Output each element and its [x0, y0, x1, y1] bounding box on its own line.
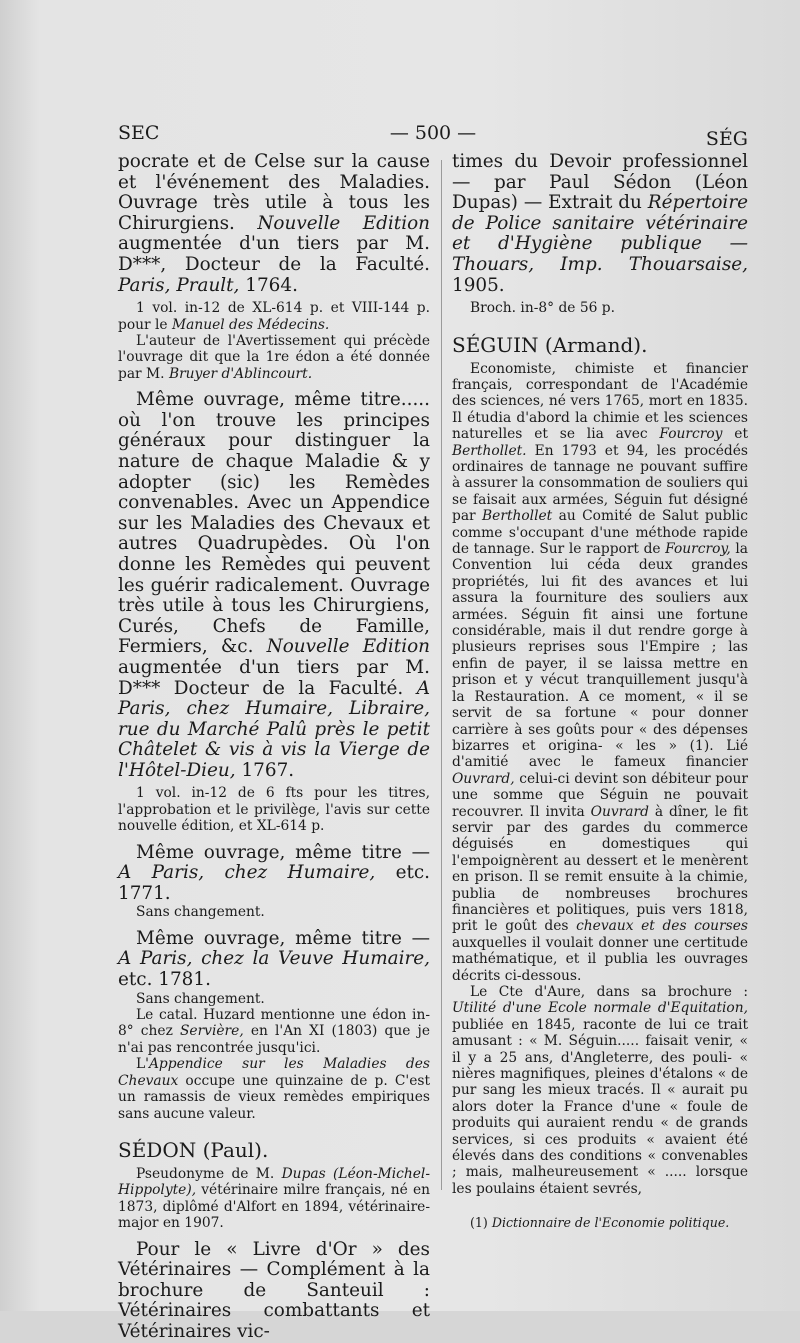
right-column — [452, 152, 748, 1231]
note: 1 vol. in-12 de 6 fts pour les titres, l'approbation et le privilège, l'avis sur cette nouvelle édition, et XL-614 p. — [118, 785, 430, 835]
paragraph: Economiste, chimiste et financier français, correspondant de l'Académie des sciences, né vers 1765, mort en 1835. Il étudia d'abord la chimie et les sciences naturelles et se lia avec Fourcroy et Berthollet. En 1793 et 94, les procédés ordinaires de tannage ne pouvant suffire à assurer la consommation de souliers qui se faisait aux armées, Séguin fut désigné par Berthollet au Comité de Salut public comme s'occupant d'une méthode rapide de tannage. Sur le rapport de Fourcroy, la Convention lui céda deux grandes propriétés, lui fit des avances et lui assura la fourniture des souliers aux armées. Séguin fit ainsi une fortune considérable, mais il dut rendre gorge à plusieurs reprises sous l'Empire ; las enfin de payer, il se laissa mettre en prison et y vécut tranquillement jusqu'à la Restauration. A ce moment, « il se servit de sa fortune « pour donner carrière à ses goûts pour « des dépenses bizarres et origina- « les » (1). Lié d'amitié avec le fameux financier Ouvrard, celui-ci devint son débiteur pour une somme que Séguin ne pouvait recouvrer. Il invita Ouvrard à dîner, le fit servir par des gardes du commerce déguisés en domestiques qui l'empoignèrent au dessert et le menèrent en prison. Il se remit ensuite à la chimie, publia de nombreuses brochures financières et politiques, puis vers 1818, prit le goût des chevaux et des courses auxquelles il voulait donner une certitude mathématique, et il publia les ouvrages décrits ci-dessous. — [452, 360, 748, 984]
paragraph: Le Cte d'Aure, dans sa brochure : Utilité d'une Ecole normale d'Equitation, publiée en 1845, raconte de lui ce trait amusant : « M. Séguin..... faisait venir, « il y a 25 ans, d'Angleterre, des pouli- « nières magnifiques, pleines d'étalons « de pur sang les mieux tracés. Il « aurait pu alors doter la France d'une « foule de produits qui auraient rendu « de grands services, si ces produits « avaient été élevés dans des conditions « convenables ; mais, malheureusement « ..... lorsque les poulains étaient sevrés, — [452, 984, 748, 1197]
paragraph: Même ouvrage, même titre..... où l'on trouve les principes généraux pour distinguer la nature de chaque Maladie & y adopter (sic) les Remèdes convenables. Avec un Appendice sur les Maladies des Chevaux et autres Quadrupèdes. Où l'on donne les Remèdes qui peuvent les guérir radicalement. Ouvrage très utile à tous les Chirurgiens, Curés, Chefs de Famille, Fermiers, &c. Nouvelle Edition augmentée d'un tiers par M. D*** Docteur de la Faculté. A Paris, chez Humaire, Libraire, rue du Marché Palû près le petit Châtelet & vis à vis la Vierge de l'Hôtel-Dieu, 1767. — [118, 389, 430, 781]
header-left: SEC — [118, 122, 160, 144]
paragraph: Pour le « Livre d'Or » des Vétérinaires — Complément à la brochure de Santeuil : Vétérinaires combattants et Vétérinaires vic- — [118, 1238, 430, 1342]
paragraph: Même ouvrage, même titre — A Paris, chez la Veuve Humaire, etc. 1781. — [118, 927, 430, 991]
note: Broch. in-8° de 56 p. — [470, 300, 615, 317]
page-number: — 500 — — [389, 122, 477, 144]
entry-heading: SÉGUIN (Armand). — [452, 332, 648, 357]
note: L'Appendice sur les Maladies des Chevaux occupe une quinzaine de p. C'est un ramassis de vieux remèdes empiriques sans aucune valeur. — [118, 1056, 430, 1122]
note: Sans changement. — [136, 904, 265, 921]
entry-heading: SÉDON (Paul). — [118, 1137, 269, 1162]
note: Le catal. Huzard mentionne une édon in-8° chez Servière, en l'An XI (1803) que je n'ai pas rencontrée jusqu'ici. — [118, 1007, 430, 1056]
note: 1 vol. in-12 de XL-614 p. et VIII-144 p. pour le Manuel des Médecins. — [118, 300, 430, 333]
footnote: (1) Dictionnaire de l'Economie politique. — [470, 1215, 730, 1231]
left-column — [118, 152, 430, 1343]
running-header — [118, 122, 748, 152]
paragraph: pocrate et de Celse sur la cause et l'événement des Maladies. Ouvrage très utile à tous les Chirurgiens. Nouvelle Edition augmentée d'un tiers par M. D***, Docteur de la Faculté. Paris, Prault, 1764. — [118, 151, 430, 296]
header-right: SÉG — [705, 128, 748, 150]
column-divider — [441, 160, 442, 1190]
paragraph: Même ouvrage, même titre — A Paris, chez Humaire, etc. 1771. — [118, 841, 430, 904]
note: Sans changement. — [136, 990, 265, 1007]
note: Pseudonyme de M. Dupas (Léon-Michel-Hippolyte), vétérinaire milre français, né en 1873, diplômé d'Alfort en 1894, vétérinaire-major en 1907. — [118, 1165, 430, 1232]
note: L'auteur de l'Avertissement qui précède l'ouvrage dit que la 1re édon a été donnée par M. Bruyer d'Ablincourt. — [118, 332, 430, 382]
paragraph: times du Devoir professionnel — par Paul Sédon (Léon Dupas) — Extrait du Répertoire de Police sanitaire vétérinaire et d'Hygiène publique — Thouars, Imp. Thouarsaise, 1905. — [452, 151, 748, 296]
